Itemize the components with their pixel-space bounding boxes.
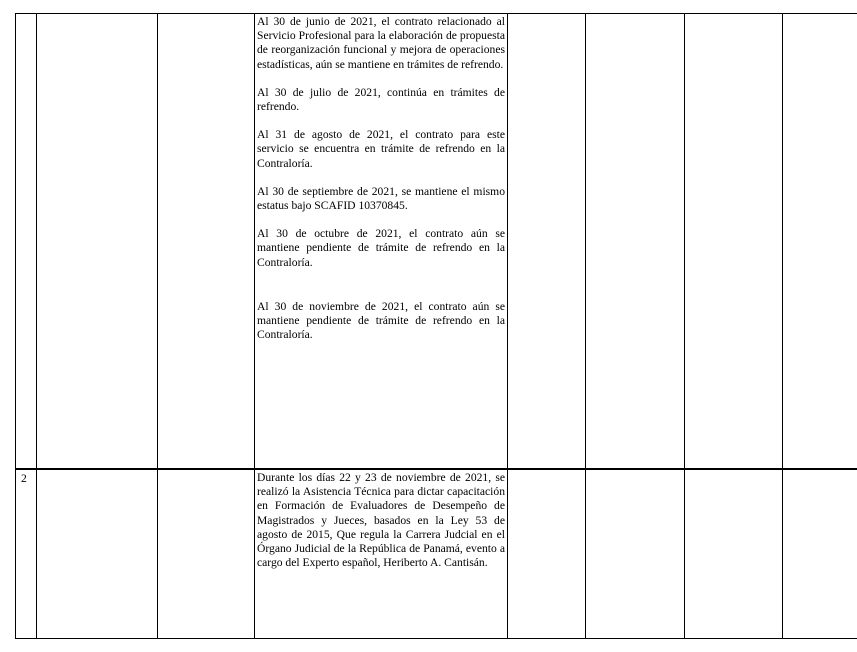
status-description	[255, 14, 508, 470]
table-row	[16, 469, 857, 639]
empty-cell	[685, 469, 783, 639]
empty-cell	[158, 469, 255, 639]
status-paragraph: Al 30 de julio de 2021, continúa en trámites de refrendo.	[257, 85, 505, 114]
status-paragraph: Al 30 de septiembre de 2021, se mantiene el mismo estatus bajo SCAFID 10370845.	[257, 184, 505, 213]
empty-cell	[783, 469, 857, 639]
empty-cell	[158, 14, 255, 470]
status-paragraph: Al 31 de agosto de 2021, el contrato para este servicio se encuentra en trámite de refrendo en la Contraloría.	[257, 128, 505, 170]
row-number: 2	[16, 469, 37, 639]
empty-cell	[37, 469, 158, 639]
empty-cell	[783, 14, 857, 470]
status-table	[15, 13, 857, 639]
empty-cell	[37, 14, 158, 470]
status-paragraph: Durante los días 22 y 23 de noviembre de 2021, se realizó la Asistencia Técnica para dictar capacitación en Formación de Evaluadores de Desempeño de Magistrados y Jueces, basados en la Ley 53 de agosto de 2015, Que regula la Carrera Judcial en el Órgano Judicial de la República de Panamá, evento a cargo del Experto español, Heriberto A. Cantisán.	[257, 471, 505, 570]
row-number	[16, 14, 37, 470]
empty-cell	[508, 14, 586, 470]
empty-cell	[586, 469, 685, 639]
status-paragraph: Al 30 de junio de 2021, el contrato relacionado al Servicio Profesional para la elaboración de propuesta de reorganización funcional y mejora de operaciones estadísticas, aún se mantiene en trámites de refrendo.	[257, 15, 505, 71]
status-description	[255, 469, 508, 639]
empty-cell	[685, 14, 783, 470]
empty-cell	[586, 14, 685, 470]
table-row	[16, 14, 857, 470]
empty-cell	[508, 469, 586, 639]
status-paragraph: Al 30 de noviembre de 2021, el contrato aún se mantiene pendiente de trámite de refrendo en la Contraloría.	[257, 299, 505, 342]
status-paragraph: Al 30 de octubre de 2021, el contrato aún se mantiene pendiente de trámite de refrendo en la Contraloría.	[257, 227, 505, 269]
